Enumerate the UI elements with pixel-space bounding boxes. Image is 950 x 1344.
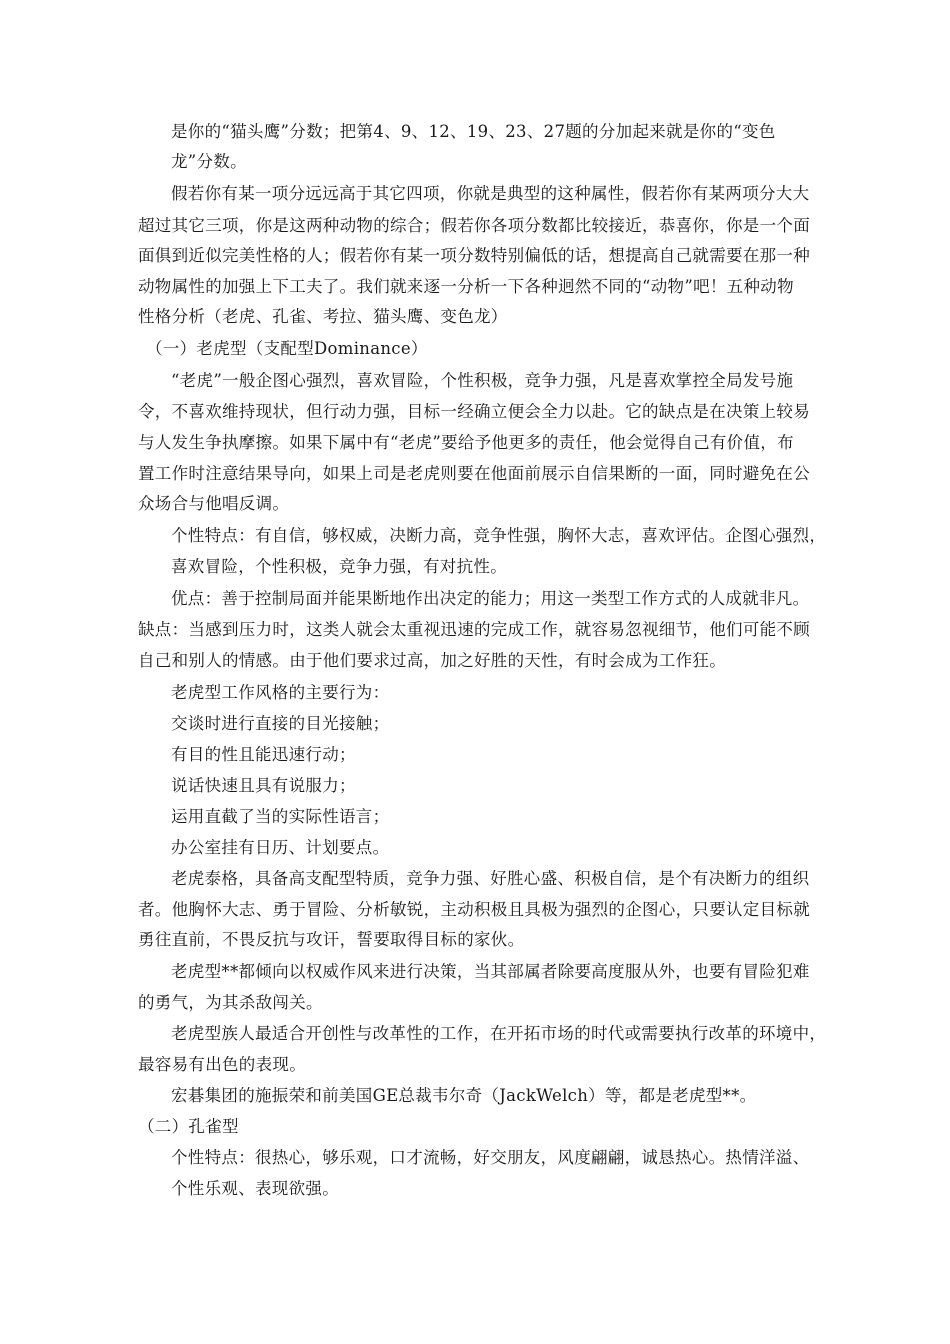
text-line: 老虎型族人最适合开创性与改革性的工作，在开拓市场的时代或需要执行改革的环境中， [171, 1024, 827, 1043]
text-line: 老虎泰格，具备高支配型特质，竞争力强、好胜心盛、积极自信，是个有决断力的组织 [171, 869, 810, 888]
text-line: 自己和别人的情感。由于他们要求过高，加之好胜的天性，有时会成为工作狂。 [138, 651, 726, 670]
text-line: 个性特点：有自信，够权威，决断力高，竞争性强，胸怀大志，喜欢评估。企图心强烈， [171, 526, 827, 545]
list-item: 办公室挂有日历、计划要点。 [171, 838, 390, 857]
text-line: 老虎型工作风格的主要行为： [171, 683, 390, 702]
text-line: 令，不喜欢维持现状，但行动力强，目标一经确立便会全力以赴。它的缺点是在决策上较易 [138, 402, 810, 421]
list-item: 运用直截了当的实际性语言； [171, 807, 390, 826]
text-line: 是你的“猫头鹰”分数；把第4、9、12、19、23、27题的分加起来就是你的“变色 [171, 122, 776, 141]
list-item: 说话快速且具有说服力； [171, 776, 356, 795]
text-line: 缺点：当感到压力时，这类人就会太重视迅速的完成工作，就容易忽视细节，他们可能不顾 [138, 620, 810, 639]
text-line: 假若你有某一项分远远高于其它四项，你就是典型的这种属性，假若你有某两项分大大 [171, 184, 810, 203]
text-line: 置工作时注意结果导向，如果上司是老虎则要在他面前展示自信果断的一面，同时避免在公 [138, 464, 810, 483]
text-line: 众场合与他唱反调。 [138, 494, 290, 513]
text-line: 宏碁集团的施振荣和前美国GE总裁韦尔奇（JackWelch）等，都是老虎型**。 [171, 1086, 757, 1105]
text-line: 动物属性的加强上下工夫了。我们就来逐一分析一下各种迥然不同的“动物”吧！五种动物 [138, 277, 794, 296]
section-heading: （一）老虎型（支配型Dominance） [146, 339, 428, 358]
text-line: 面俱到近似完美性格的人；假若你有某一项分数特别偏低的话，想提高自己就需要在那一种 [138, 246, 810, 265]
text-line: 喜欢冒险，个性积极，竞争力强，有对抗性。 [171, 557, 507, 576]
text-line: 个性特点：很热心，够乐观，口才流畅，好交朋友，风度翩翩，诚恳热心。热情洋溢、 [171, 1148, 810, 1167]
text-line: 者。他胸怀大志、勇于冒险、分析敏锐，主动积极且具极为强烈的企图心，只要认定目标就 [138, 900, 810, 919]
text-line: 的勇气，为其杀敌闯关。 [138, 993, 323, 1012]
list-item: 有目的性且能迅速行动； [171, 745, 356, 764]
list-item: 交谈时进行直接的目光接触； [171, 714, 390, 733]
text-line: 性格分析（老虎、孔雀、考拉、猫头鹰、变色龙） [138, 307, 508, 326]
text-line: 超过其它三项，你是这两种动物的综合；假若你各项分数都比较接近，恭喜你，你是一个面 [138, 216, 810, 235]
text-line: 个性乐观、表现欲强。 [171, 1179, 339, 1198]
text-line: 最容易有出色的表现。 [138, 1055, 306, 1074]
text-line: 与人发生争执摩擦。如果下属中有“老虎”要给予他更多的责任，他会觉得自己有价值，布 [138, 433, 794, 452]
text-line: 龙”分数。 [171, 152, 247, 171]
text-line: 优点：善于控制局面并能果断地作出决定的能力；用这一类型工作方式的人成就非凡。 [171, 589, 810, 608]
text-line: 勇往直前，不畏反抗与攻讦，誓要取得目标的家伙。 [138, 930, 525, 949]
text-line: “老虎”一般企图心强烈，喜欢冒险，个性积极，竞争力强，凡是喜欢掌控全局发号施 [171, 371, 794, 390]
section-heading: （二）孔雀型 [138, 1117, 239, 1136]
text-line: 老虎型**都倾向以权威作风来进行决策，当其部属者除要高度服从外，也要有冒险犯难 [171, 962, 810, 981]
